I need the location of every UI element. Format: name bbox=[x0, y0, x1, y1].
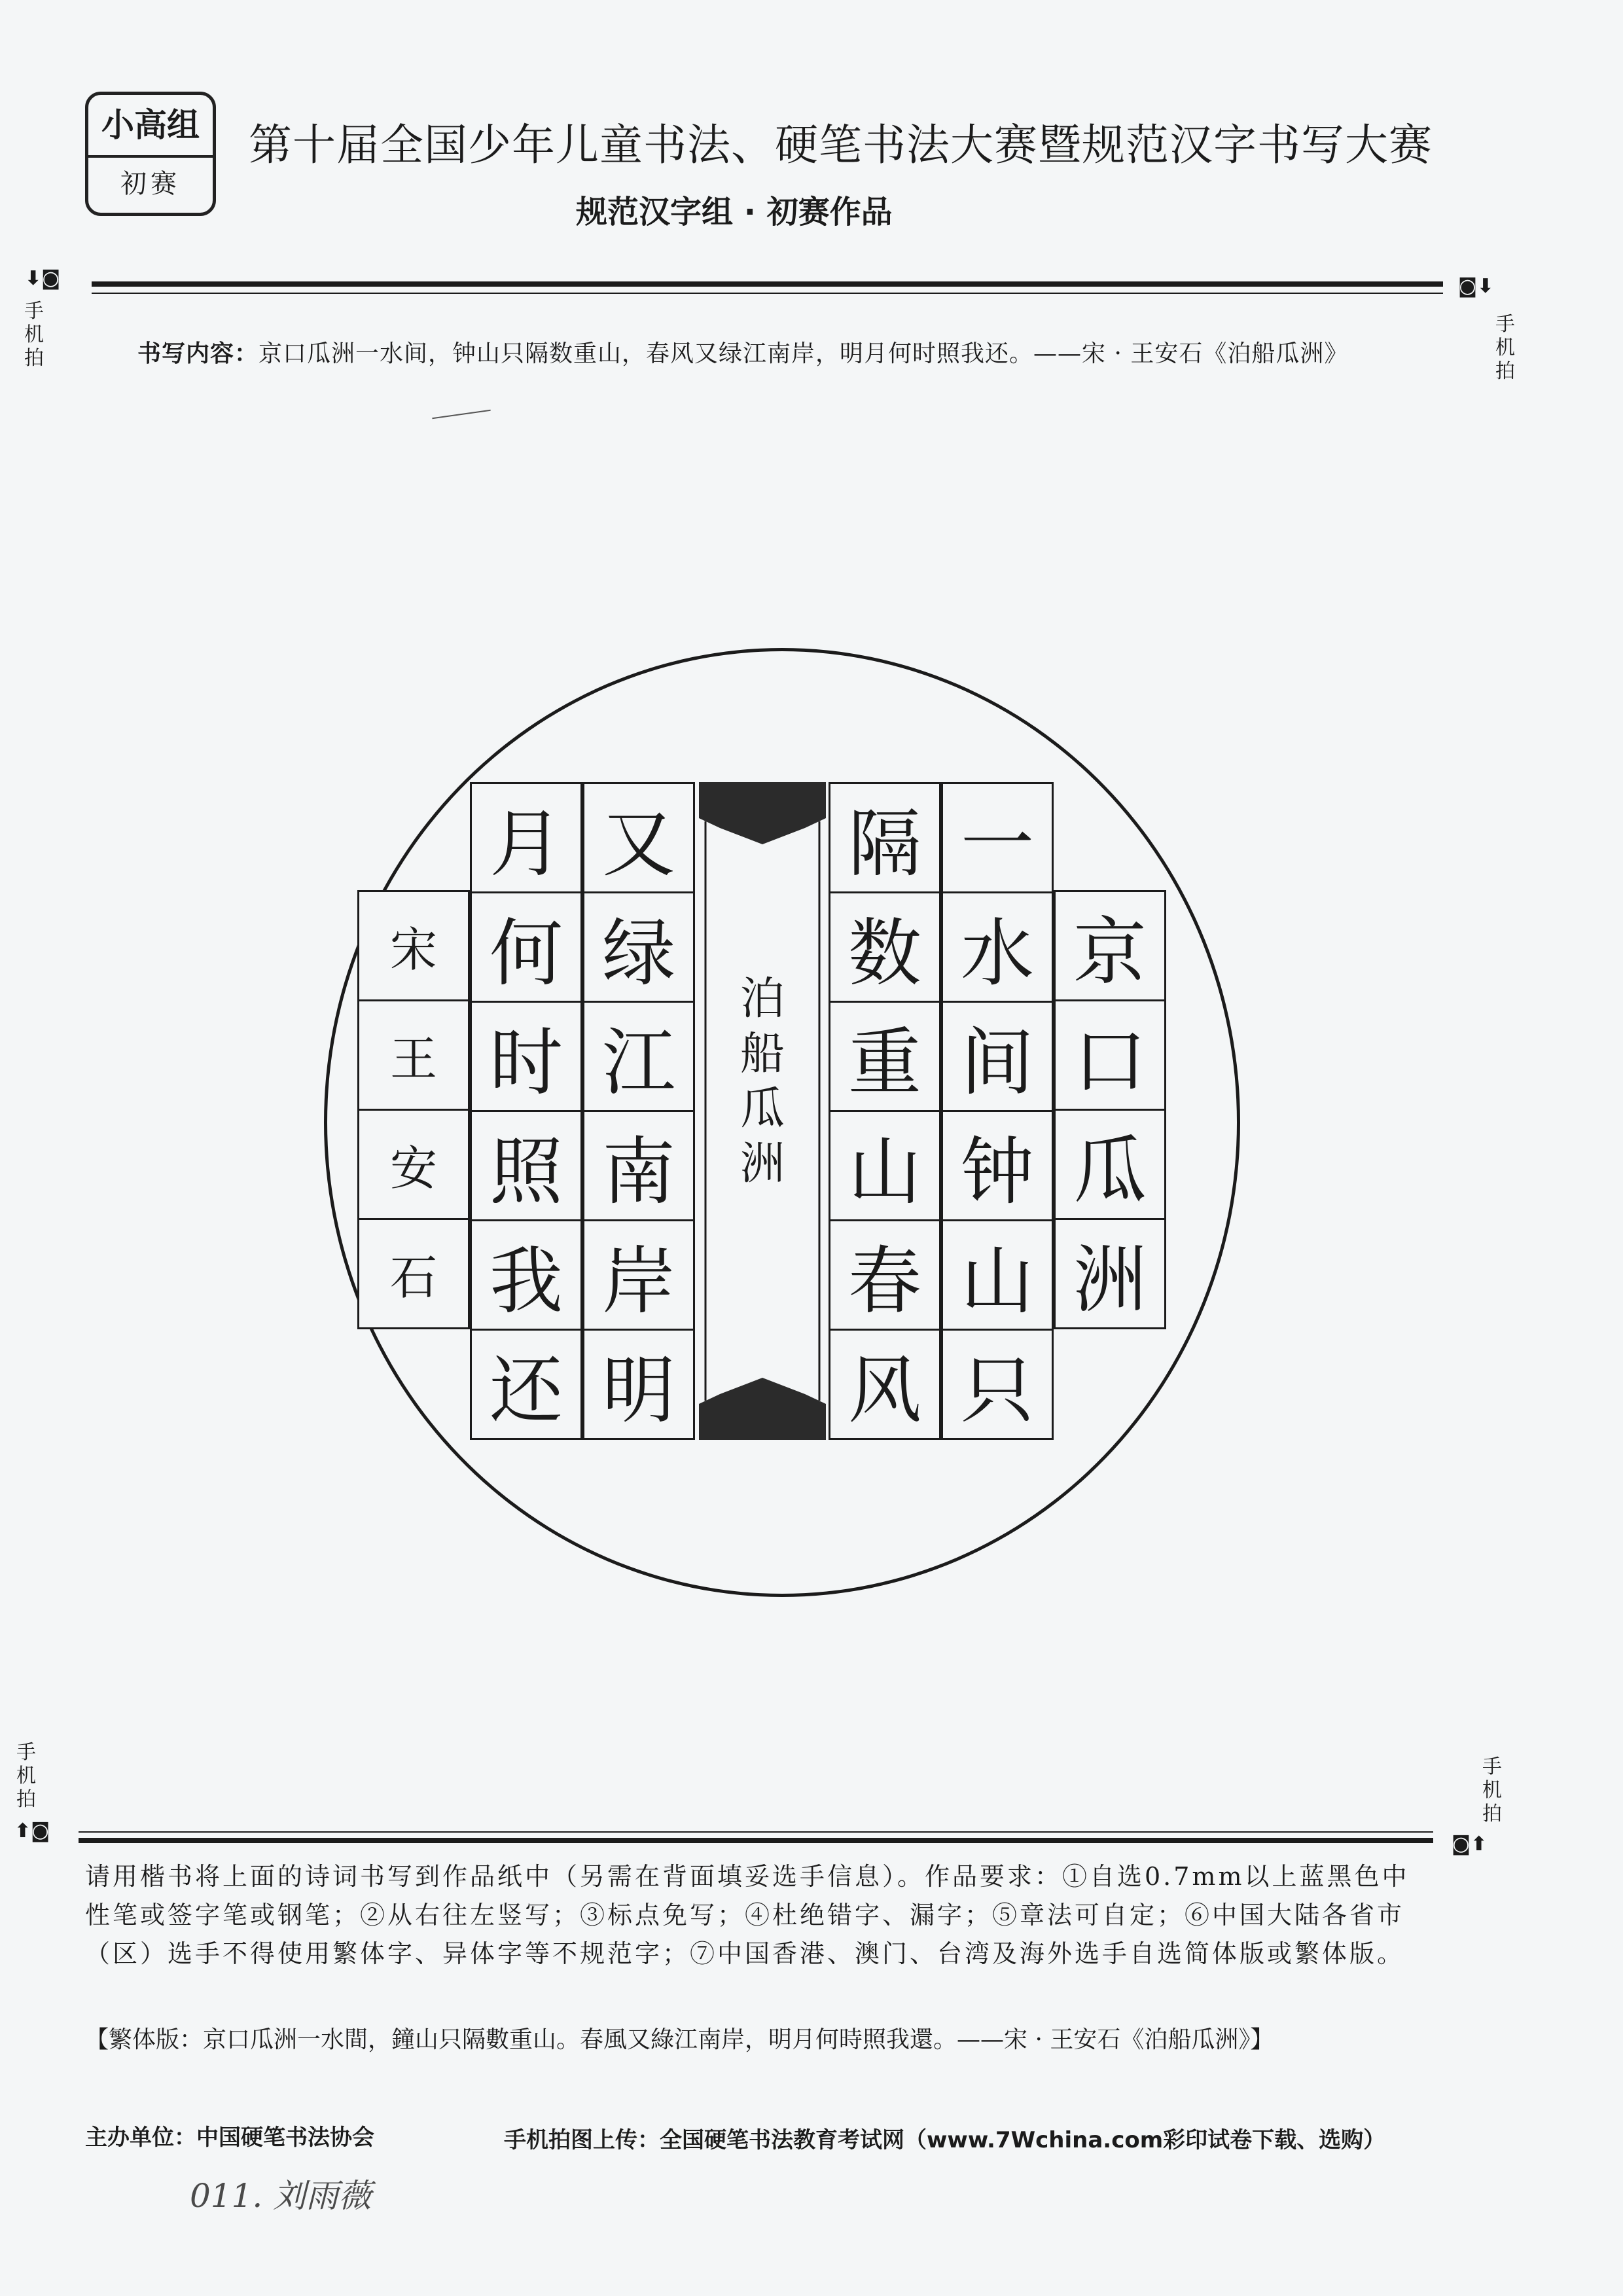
title-scroll bbox=[694, 782, 831, 1440]
organizer-text: 主办单位：中国硬笔书法协会 bbox=[85, 2125, 374, 2151]
scroll-title-char: 瓜 bbox=[740, 1083, 785, 1135]
grid-cell-c2-1: 一 bbox=[941, 782, 1054, 893]
grid-cell-c1-1: 京 bbox=[1054, 890, 1166, 1001]
grid-cell-c5-5: 我 bbox=[470, 1219, 582, 1331]
grid-cell-c5-4: 照 bbox=[470, 1110, 582, 1221]
page-title: 第十届全国少年儿童书法、硬笔书法大赛暨规范汉字书写大赛 bbox=[249, 120, 1433, 170]
grid-cell-c2-6: 只 bbox=[941, 1329, 1054, 1440]
grid-cell-c2-4: 钟 bbox=[941, 1110, 1054, 1221]
grid-cell-c4-4: 南 bbox=[582, 1110, 695, 1221]
grid-cell-c6-4: 石 bbox=[357, 1218, 470, 1329]
grid-cell-c5-1: 月 bbox=[470, 782, 582, 893]
bottom-rule-thin bbox=[79, 1831, 1433, 1833]
camera-arrow-icon-bottom-right: ◙⬆ bbox=[1452, 1833, 1488, 1856]
grid-cell-c3-6: 风 bbox=[829, 1329, 941, 1440]
group-label: 小高组 bbox=[88, 95, 213, 158]
grid-cell-c2-2: 水 bbox=[941, 891, 1054, 1003]
scroll-title-char: 洲 bbox=[740, 1138, 785, 1190]
requirements-text: 请用楷书将上面的诗词书写到作品纸中（另需在背面填妥选手信息）。作品要求：①自选0.7mm以上蓝黑色中性笔或签字笔或钢笔；②从右往左竖写；③标点免写；④杜绝错字、漏字；⑤章法可自定；⑥中国大陆各省市（区）选手不得使用繁体字、异体字等不规范字；⑦中国香港、澳门、台湾及海外选手自选简体版或繁体版。 bbox=[85, 1862, 1410, 1968]
page-subtitle: 规范汉字组 · 初赛作品 bbox=[576, 194, 893, 230]
top-rule-thick bbox=[92, 281, 1443, 287]
corner-label-top-right: 手机拍 bbox=[1495, 313, 1515, 383]
grid-cell-c2-3: 间 bbox=[941, 1001, 1054, 1112]
writing-content-label: 书写内容： bbox=[137, 340, 259, 367]
scroll-title-char: 船 bbox=[740, 1028, 785, 1080]
grid-cell-c6-2: 王 bbox=[357, 999, 470, 1111]
grid-cell-c3-4: 山 bbox=[829, 1110, 941, 1221]
grid-cell-c4-3: 江 bbox=[582, 1001, 695, 1112]
stage-label: 初赛 bbox=[120, 169, 181, 199]
corner-label-bottom-right: 手机拍 bbox=[1482, 1755, 1502, 1825]
writing-content bbox=[137, 335, 1512, 368]
grid-cell-c5-2: 何 bbox=[470, 891, 582, 1003]
grid-cell-c3-3: 重 bbox=[829, 1001, 941, 1112]
grid-cell-c4-5: 岸 bbox=[582, 1219, 695, 1331]
bottom-rule-thick bbox=[79, 1838, 1433, 1843]
scroll-title bbox=[694, 972, 831, 1192]
grid-cell-c1-4: 洲 bbox=[1054, 1218, 1166, 1329]
grid-cell-c1-2: 口 bbox=[1054, 999, 1166, 1111]
grid-cell-c3-5: 春 bbox=[829, 1219, 941, 1331]
grid-cell-c3-1: 隔 bbox=[829, 782, 941, 893]
grid-cell-c1-3: 瓜 bbox=[1054, 1109, 1166, 1220]
scroll-title-char: 泊 bbox=[740, 973, 785, 1025]
pen-stroke-mark bbox=[432, 410, 490, 420]
grid-cell-c6-3: 安 bbox=[357, 1109, 470, 1220]
upload-text: 手机拍图上传：全国硬笔书法教育考试网（www.7Wchina.com彩印试卷下载、选购） bbox=[504, 2127, 1386, 2153]
grid-cell-c4-6: 明 bbox=[582, 1329, 695, 1440]
grid-cell-c5-6: 还 bbox=[470, 1329, 582, 1440]
grid-cell-c2-5: 山 bbox=[941, 1219, 1054, 1331]
grid-cell-c4-2: 绿 bbox=[582, 891, 695, 1003]
camera-arrow-icon-bottom-left: ⬆◙ bbox=[14, 1820, 50, 1842]
camera-arrow-icon-top-left: ⬇◙ bbox=[25, 267, 61, 290]
grid-cell-c3-2: 数 bbox=[829, 891, 941, 1003]
grid-cell-c4-1: 又 bbox=[582, 782, 695, 893]
camera-arrow-icon-top-right: ◙⬇ bbox=[1458, 275, 1494, 298]
corner-label-bottom-left: 手机拍 bbox=[16, 1741, 36, 1811]
top-rule-thin bbox=[92, 293, 1443, 294]
group-badge bbox=[85, 92, 216, 216]
writing-content-text: 京口瓜洲一水间，钟山只隔数重山，春风又绿江南岸，明月何时照我还。——宋 · 王安石《泊船瓜洲》 bbox=[259, 340, 1349, 367]
handwritten-entrant-id: 011. 刘雨薇 bbox=[190, 2177, 372, 2215]
grid-cell-c6-1: 宋 bbox=[357, 890, 470, 1001]
grid-cell-c5-3: 时 bbox=[470, 1001, 582, 1112]
corner-label-top-left: 手机拍 bbox=[24, 300, 44, 370]
traditional-version-text: 【繁体版：京口瓜洲一水間，鐘山只隔數重山。春風又綠江南岸，明月何時照我還。——宋 · 王安石《泊船瓜洲》】 bbox=[85, 2026, 1274, 2053]
